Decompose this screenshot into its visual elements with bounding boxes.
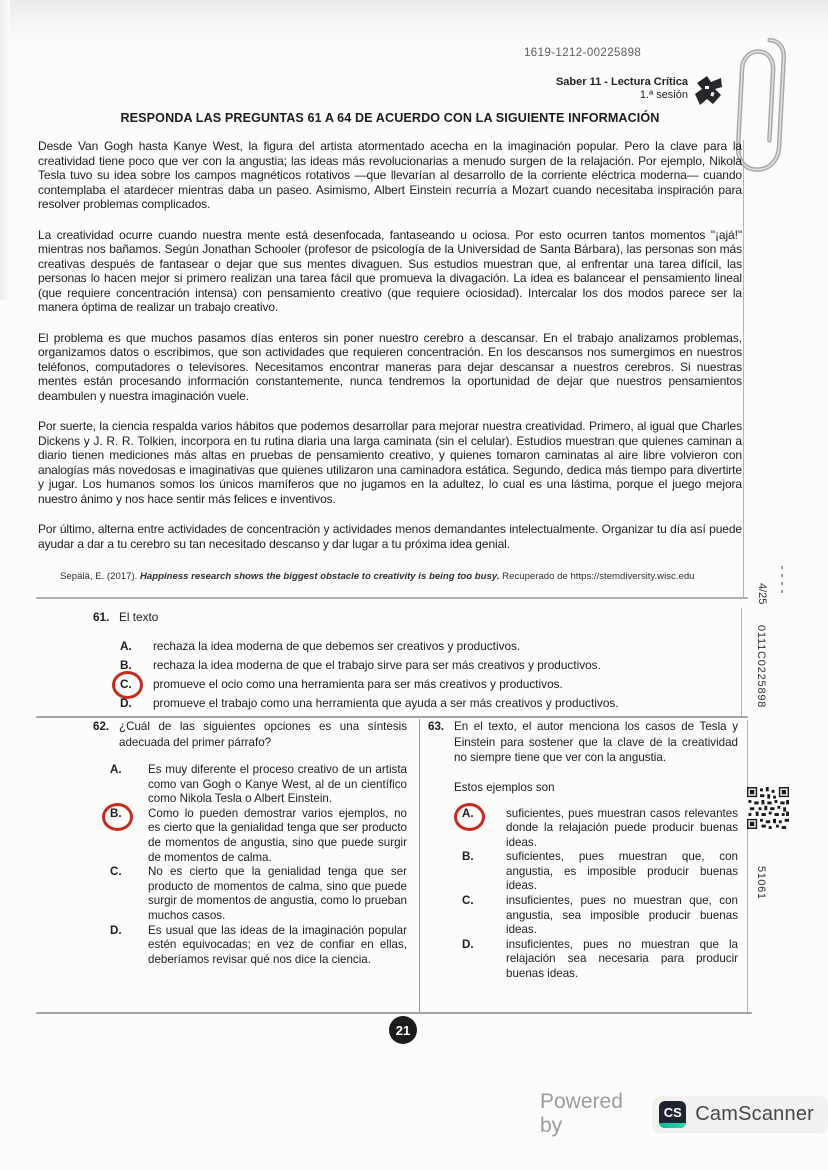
divider — [36, 1012, 752, 1014]
camscanner-brand: CamScanner — [695, 1102, 814, 1125]
margin-booklet-code: 0111C0225898 — [755, 625, 767, 709]
option-letter: B. — [120, 658, 132, 672]
answer-option — [120, 656, 742, 675]
question-number: 62. — [93, 720, 110, 733]
camscanner-logo — [652, 1096, 828, 1133]
question-stem: ¿Cuál de las siguientes opciones es una síntesis adecuada del primer párrafo? — [119, 720, 407, 749]
question-stem-continued: Estos ejemplos son — [454, 780, 555, 794]
cs-icon-text: CS — [663, 1104, 682, 1120]
passage-paragraph: El problema es que muchos pasamos días enteros sin poner nuestro cerebro a descansar. En el trabajo analizamos problemas, organizamos datos o escribimos, que son actividades que requieren concentración. En los descansos nos sumergimos en nuestros teléfonos, computadores o televisores. Necesitamos encontrar maneras para dejar descansar a nuestros cerebros. Si nuestras mentes están procesando información constantemente, nunca tendremos la oportunidad de dejar que nuestros pensamientos deambulen y nuestra imaginación vuele. — [38, 330, 742, 403]
citation-title: Happiness research shows the biggest obstacle to creativity is being too busy. — [140, 571, 500, 582]
citation-author: Sepälä, E. (2017). — [60, 571, 140, 582]
citation-source: Recuperado de https://stemdiversity.wisc.edu — [499, 571, 695, 582]
reading-passage — [38, 139, 742, 569]
camscanner-cs-icon — [659, 1101, 686, 1128]
passage-box-border — [743, 140, 744, 597]
option-text: rechaza la idea moderna de que el trabajo sirve para ser más creativos y productivos. — [153, 658, 601, 672]
powered-by-label: Powered by — [540, 1090, 623, 1137]
passage-paragraph: La creatividad ocurre cuando nuestra mente está desenfocada, fantaseando u ociosa. Por esto ocurren tantos momentos "¡ajá!" mientras nos bañamos. Según Jonathan Schooler (profesor de psicología de la Universidad de Santa Bárbara), las personas son más creativas después de fantasear o dejar que sus mentes divaguen. Sus estudios muestran que, al enfrentar una tarea difícil, las personas lo hacen mejor si primero realizan una tarea fácil que promueva la divagación. La idea es balancear el pensamiento lineal (que requiere concentración intensa) con pensamiento creativo (que requiere ociosidad). Intercalar los dos modos parece ser la manera óptima de realizar un trabajo creativo. — [38, 227, 742, 314]
option-letter-circled: A. — [462, 807, 506, 822]
option-text: suficientes, pues muestran que, con angustia, es imposible producir buenas ideas. — [506, 850, 738, 893]
option-letter-circled: C. — [120, 675, 153, 694]
option-letter: A. — [110, 763, 122, 776]
divider — [36, 597, 748, 599]
questions-62-63 — [38, 719, 748, 1012]
icfes-logo-icon — [694, 74, 724, 108]
option-text: suficientes, pues muestran casos relevantes donde la relajación puede producir buenas ideas. — [506, 806, 738, 849]
answer-option — [110, 763, 407, 807]
qr-code — [747, 787, 789, 829]
question-stem: El texto — [119, 610, 159, 624]
option-letter: D. — [120, 696, 132, 710]
answer-option — [462, 894, 738, 938]
question-62 — [38, 719, 420, 1012]
option-text: rechaza la idea moderna de que debemos ser creativos y productivos. — [153, 639, 521, 653]
option-letter: D. — [110, 923, 122, 937]
question-61 — [38, 610, 742, 713]
answer-option — [120, 637, 742, 656]
instruction-banner: RESPONDA LAS PREGUNTAS 61 A 64 DE ACUERDO CON LA SIGUIENTE INFORMACIÓN — [120, 111, 660, 125]
scan-edge-shading — [0, 0, 828, 46]
document-id: 1619-1212-00225898 — [524, 47, 642, 59]
margin-page-fraction: 4/25 — [756, 583, 768, 605]
option-text: insuficientes, pues no muestran que, con angustia, sea imposible producir buenas ideas. — [506, 894, 738, 937]
option-letter: D. — [462, 937, 474, 951]
camscanner-footer — [540, 1090, 828, 1138]
source-citation — [60, 571, 742, 582]
option-letter: B. — [462, 850, 474, 864]
option-letter: C. — [462, 894, 474, 908]
passage-paragraph: Por suerte, la ciencia respalda varios hábitos que podemos desarrollar para mejorar nuestra creatividad. Primero, al igual que Charles Dickens y J. R. R. Tolkien, incorpora en tu rutina diaria una larga caminata (sin el celular). Estudios muestran que quienes caminan a diario tienen mediciones más altas en pruebas de pensamiento creativo, y quienes tomaron caminatas al aire libre volvieron con analogías más novedosas e imaginativas que quienes utilizaron una caminadora estática. Segundo, dedica más tiempo para divertirte y jugar. Los humanos somos los únicos mamíferos que no jugamos en la adultez, lo cual es una lástima, porque el juego mejora nuestro ánimo y nos hace sentir más felices e inventivos. — [38, 419, 742, 506]
answer-option — [120, 694, 742, 713]
question-number: 63. — [428, 720, 445, 733]
answer-option — [110, 924, 407, 968]
question-stem: En el texto, el autor menciona los casos de Tesla y Einstein para sostener que la clave de la creatividad no siempre tiene que ver con la angustia. — [454, 720, 738, 764]
passage-paragraph: Por último, alterna entre actividades de concentración y actividades menos demandantes intelectualmente. Organizar tu día así puede ayudar a dar a tu cerebro su tan necesitado descanso y dar lugar a tu próxima idea genial. — [38, 522, 742, 551]
answer-option — [462, 938, 738, 982]
question-61-box-border — [741, 608, 742, 716]
scan-edge-shading-left — [0, 0, 10, 300]
option-letter-circled: B. — [110, 807, 148, 822]
option-text: insuficientes, pues no muestran que la relajación sea necesaria para producir buenas ideas. — [506, 937, 738, 981]
option-text: Como lo pueden demostrar varios ejemplos, no es cierto que la genialidad tenga que ser producto de momentos de angustia, sino que puede surgir de momentos de calma. — [148, 806, 407, 864]
option-text: promueve el trabajo como una herramienta que ayuda a ser más creativos y productivos. — [153, 696, 619, 710]
passage-paragraph: Desde Van Gogh hasta Kanye West, la figura del artista atormentado acecha en la imaginación popular. Pero la clave para la creatividad tiene poco que ver con la angustia; las ideas más revolucionarias a menudo surgen de la relajación. Por ejemplo, Nikola Tesla tuvo su idea sobre los campos magnéticos rotativos —que llevarían al desarrollo de la corriente eléctrica moderna— cuando contemplaba el atardecer mientras daba un paseo. Asimismo, Albert Einstein recurría a Mozart cuando necesitaba inspiración para resolver problemas complicados. — [38, 139, 742, 211]
margin-tick-marks — [781, 566, 783, 596]
divider — [36, 716, 748, 718]
option-text: Es muy diferente el proceso creativo de un artista como van Gogh o Kanye West, al de un científico como Nikola Tesla o Albert Einstein. — [148, 763, 407, 806]
option-text: promueve el ocio como una herramienta para ser más creativos y productivos. — [153, 677, 563, 691]
exam-header — [430, 76, 688, 102]
answer-option — [462, 850, 738, 894]
option-text: Es usual que las ideas de la imaginación popular estén equivocadas; en vez de confiar en ellas, deberíamos revisar qué nos dice la ciencia. — [148, 923, 407, 966]
answer-option-selected — [110, 807, 407, 865]
option-letter: A. — [120, 639, 132, 653]
option-letter: C. — [110, 865, 122, 879]
answer-option-selected — [462, 807, 738, 851]
exam-title: Saber 11 - Lectura Crítica — [555, 76, 688, 88]
option-text: No es cierto que la genialidad tenga que ser producto de momentos de calma, sino que puede surgir de momentos de angustia, como lo prueban muchos casos. — [148, 865, 407, 922]
answer-option — [110, 865, 407, 923]
answer-option-selected — [120, 675, 742, 694]
question-63 — [420, 719, 748, 1012]
question-number: 61. — [93, 610, 110, 624]
question-63-box-border — [747, 720, 748, 1012]
margin-serial-number: 51061 — [755, 866, 767, 900]
page-number-badge: 21 — [389, 1016, 417, 1044]
exam-session: 1.ª sesión — [639, 89, 688, 101]
